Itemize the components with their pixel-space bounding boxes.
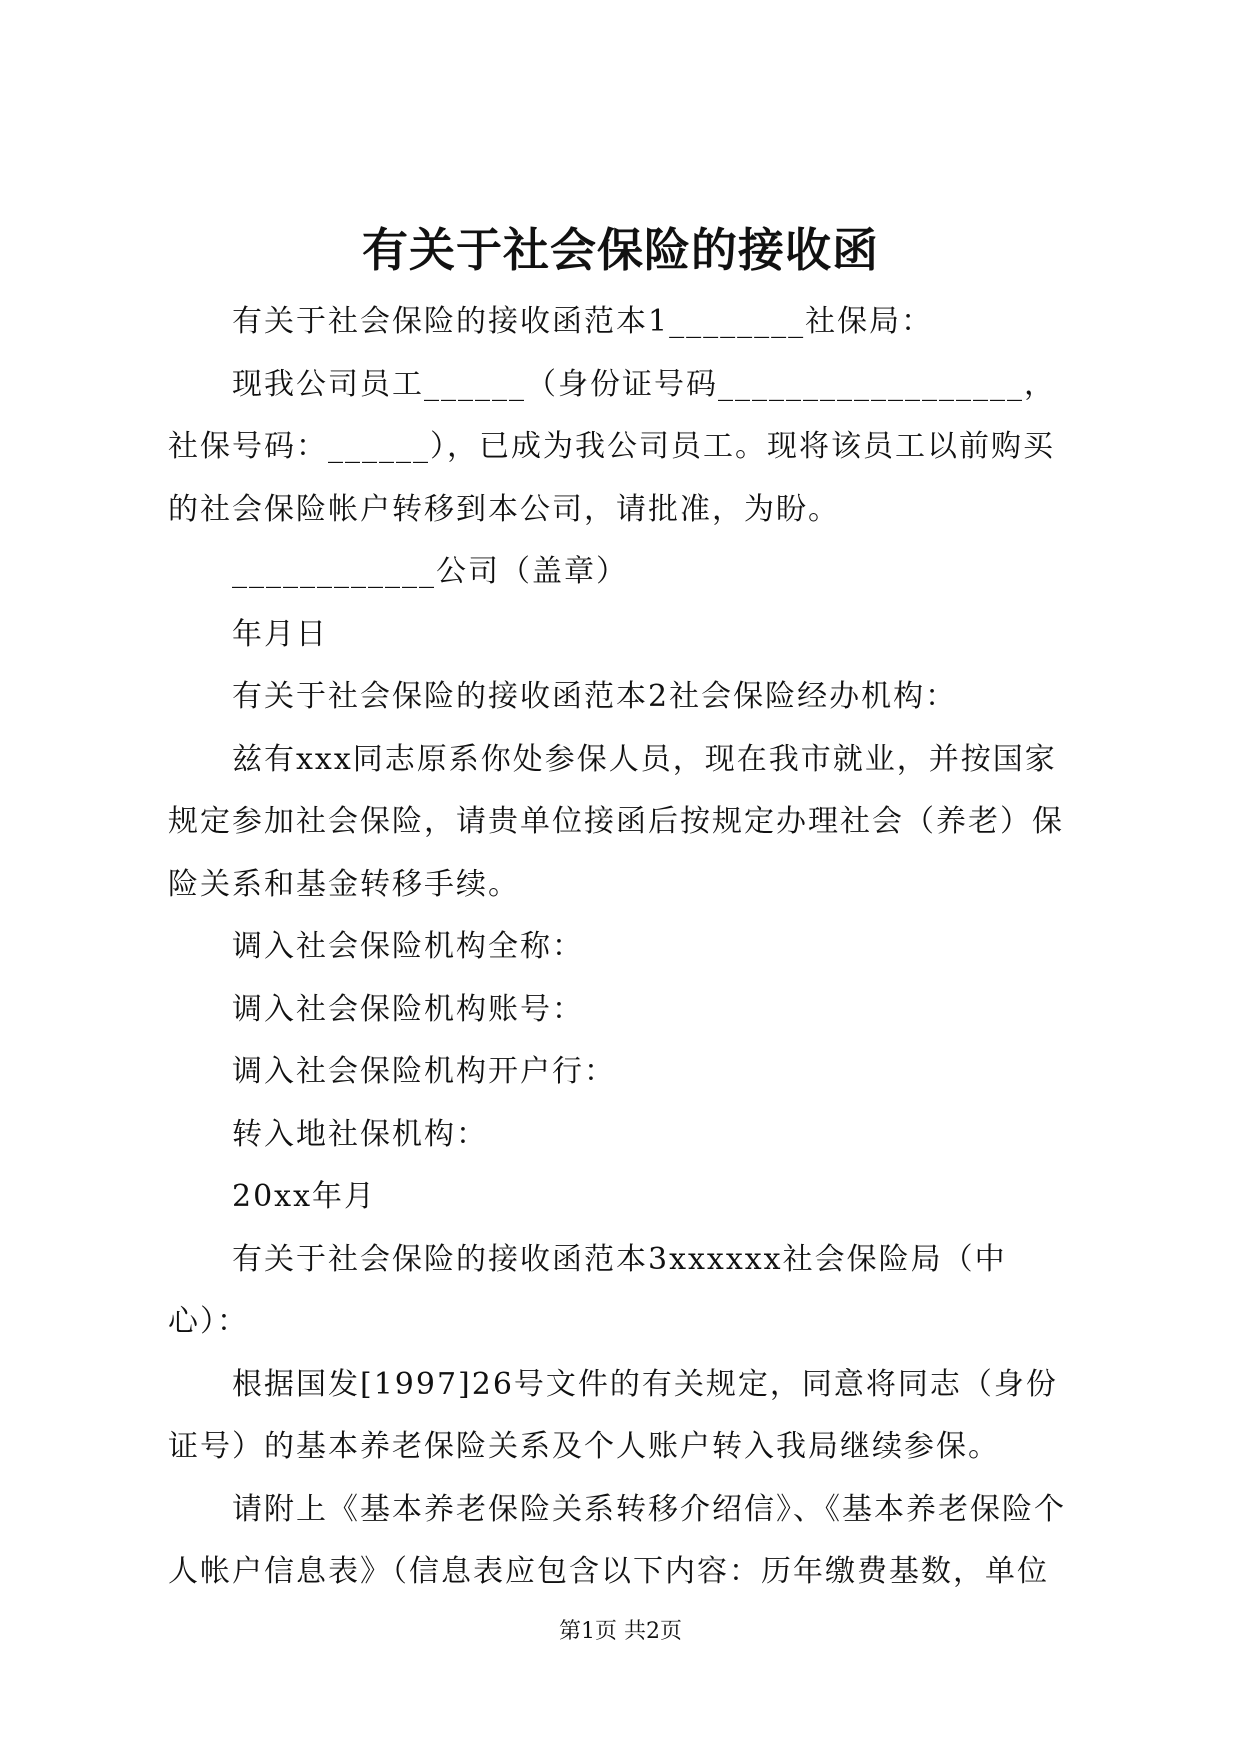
paragraph-institution-name: 调入社会保险机构全称： — [232, 929, 584, 964]
paragraph-year-month: 20xx年月 — [232, 1179, 377, 1214]
paragraph-template-2-heading: 有关于社会保险的接收函范本2社会保险经办机构： — [232, 679, 958, 714]
paragraph-company-seal: ____________公司（盖章） — [232, 554, 628, 589]
paragraph-template-3-heading: 有关于社会保险的接收函范本3xxxxxx社会保险局（中心）： — [168, 1241, 1007, 1339]
paragraph-insurance-request: 兹有xxx同志原系你处参保人员，现在我市就业，并按国家规定参加社会保险，请贵单位接函后按规定办理社会（养老）保险关系和基金转移手续。 — [168, 741, 1064, 902]
paragraph-regulation-consent: 根据国发[1997]26号文件的有关规定，同意将同志（身份证号）的基本养老保险关系及个人账户转入我局继续参保。 — [168, 1366, 1058, 1464]
paragraph-date: 年月日 — [232, 616, 328, 652]
document-title: 有关于社会保险的接收函 — [362, 223, 879, 277]
paragraph-destination-institution: 转入地社保机构： — [232, 1116, 488, 1152]
paragraph-institution-bank: 调入社会保险机构开户行： — [232, 1054, 616, 1089]
page-footer: 第1页 共2页 — [559, 1619, 682, 1644]
paragraph-template-1-heading: 有关于社会保险的接收函范本1________社保局： — [232, 304, 934, 339]
paragraph-employee-transfer: 现我公司员工______（身份证号码__________________，社保号码：______），已成为我公司员工。现将该员工以前购买的社会保险帐户转移到本公司，请批准，为盼。 — [168, 366, 1056, 527]
paragraph-institution-account: 调入社会保险机构账号： — [232, 991, 584, 1027]
paragraph-attachments: 请附上《基本养老保险关系转移介绍信》、《基本养老保险个人帐户信息表》（信息表应包含以下内容：历年缴费基数，单位 — [168, 1491, 1066, 1589]
document-body — [168, 291, 1078, 1604]
